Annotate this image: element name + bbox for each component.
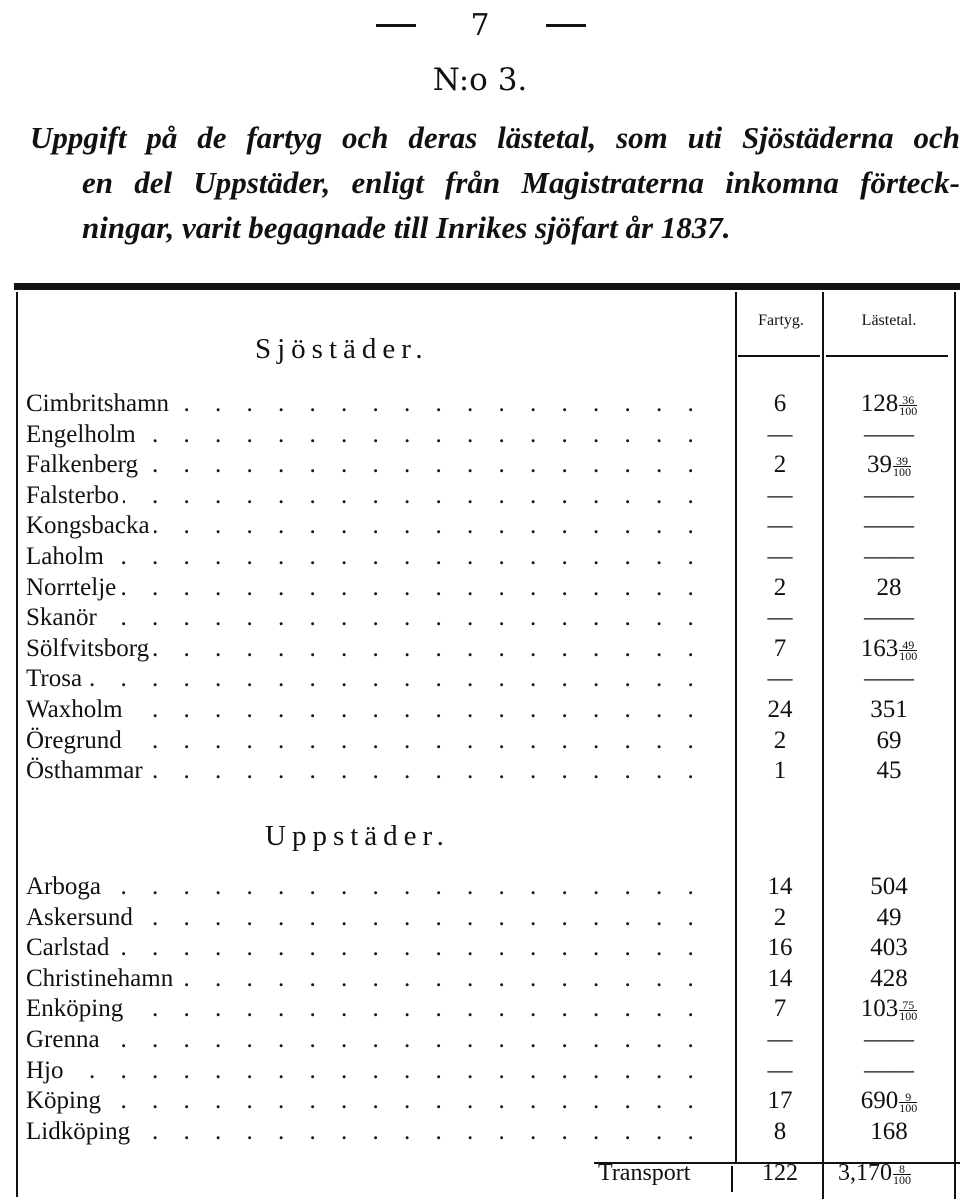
transport-lastetal-value: 3,170 xyxy=(838,1160,892,1186)
table-top-rule xyxy=(14,283,960,290)
fartyg-count: 6 xyxy=(773,390,787,417)
table-row xyxy=(0,904,960,935)
town-name: Arboga xyxy=(26,873,105,901)
fartyg-count: 7 xyxy=(773,995,787,1023)
fartyg-count: 2 xyxy=(773,903,787,931)
leader-dots xyxy=(26,873,720,901)
table-row xyxy=(0,635,960,666)
town-name: Falsterbo xyxy=(26,482,123,510)
lastetal-value xyxy=(826,757,952,785)
transport-fartyg: 122 xyxy=(762,1160,798,1186)
town-name: Askersund xyxy=(26,904,137,932)
lastetal-whole: —— xyxy=(864,1056,914,1084)
fartyg-count: 1 xyxy=(773,757,787,785)
transport-frac-den: 100 xyxy=(893,1173,911,1187)
town-name: Kongsbacka xyxy=(26,512,154,540)
fartyg-count: 17 xyxy=(767,1087,793,1115)
title-line-1: Uppgift på de fartyg och deras lästetal, som uti Sjöstäderna och xyxy=(30,120,960,155)
lastetal-whole: —— xyxy=(864,1026,914,1053)
town-name: Enköping xyxy=(26,995,127,1023)
table-row xyxy=(0,873,960,904)
town-name: Norrtelje xyxy=(26,574,120,602)
town-name: Christinehamn xyxy=(26,965,177,993)
lastetal-whole: 45 xyxy=(876,757,902,785)
lastetal-whole: —— xyxy=(864,665,914,693)
fartyg-count: — xyxy=(767,481,793,509)
town-name: Hjo xyxy=(26,1057,68,1085)
lastetal-whole: 690 xyxy=(860,1087,899,1115)
table-row xyxy=(0,1026,960,1057)
lastetal-value xyxy=(826,543,952,571)
lastetal-whole: —— xyxy=(864,543,914,570)
table-row xyxy=(0,421,960,452)
leader-dots xyxy=(26,934,720,962)
town-name: Östhammar xyxy=(26,757,147,785)
lastetal-value xyxy=(826,1087,952,1115)
fartyg-count: — xyxy=(767,1026,793,1053)
table-row xyxy=(0,543,960,574)
section-heading-sjostader: Sjöstäder. xyxy=(255,333,429,365)
town-name: Sölfvitsborg xyxy=(26,635,153,663)
lastetal-whole: —— xyxy=(864,512,914,540)
lastetal-whole: —— xyxy=(864,604,914,632)
lastetal-value xyxy=(826,965,952,993)
lastetal-value xyxy=(826,421,952,449)
lastetal-value xyxy=(826,995,952,1023)
town-name: Trosa xyxy=(26,665,86,693)
table-row xyxy=(0,574,960,605)
leader-dots xyxy=(26,1057,720,1085)
leader-dots xyxy=(26,995,720,1023)
lastetal-whole: 28 xyxy=(876,573,902,601)
page-number: 7 xyxy=(470,8,490,43)
table-row xyxy=(0,934,960,965)
leader-dots xyxy=(26,1026,720,1054)
town-name: Laholm xyxy=(26,543,108,571)
table-row xyxy=(0,727,960,758)
fartyg-count: 2 xyxy=(773,726,787,754)
lastetal-value xyxy=(826,873,952,901)
lastetal-whole: 351 xyxy=(870,696,908,723)
lastetal-whole: —— xyxy=(864,481,914,509)
lastetal-value xyxy=(826,1118,952,1146)
table-row xyxy=(0,696,960,727)
column-header-fartyg: Fartyg. xyxy=(758,312,804,329)
column-header-lastetal: Lästetal. xyxy=(861,312,917,329)
lastetal-fraction xyxy=(899,395,917,416)
section-heading-uppstader: Uppstäder. xyxy=(265,820,450,852)
leader-dots xyxy=(26,543,720,571)
town-name: Cimbritshamn xyxy=(26,390,173,418)
lastetal-whole: 504 xyxy=(870,873,908,900)
town-name: Skanör xyxy=(26,604,101,632)
lastetal-value xyxy=(826,482,952,510)
fartyg-count: — xyxy=(767,665,793,693)
fartyg-count: — xyxy=(767,604,793,632)
town-name: Öregrund xyxy=(26,727,126,755)
table-row xyxy=(0,665,960,696)
fraction-numerator: 9 xyxy=(905,1090,912,1105)
title-line-3: ningar, varit begagnade till Inrikes sjöfart år 1837. xyxy=(82,210,731,245)
lastetal-value xyxy=(826,696,952,724)
lastetal-whole: 103 xyxy=(860,995,899,1023)
table-row xyxy=(0,604,960,635)
fartyg-count: 16 xyxy=(767,934,793,962)
town-name: Lidköping xyxy=(26,1118,134,1146)
lastetal-whole: —— xyxy=(864,420,914,448)
fraction-numerator: 49 xyxy=(902,637,915,652)
transport-label: Transport xyxy=(598,1160,691,1186)
lastetal-whole: 128 xyxy=(860,390,899,417)
document-title xyxy=(30,115,960,250)
lastetal-value xyxy=(826,574,952,602)
leader-dots xyxy=(26,1087,720,1115)
fartyg-count: 8 xyxy=(773,1117,787,1145)
transport-frac-num: 8 xyxy=(899,1162,905,1176)
table-row xyxy=(0,1118,960,1149)
town-name: Carlstad xyxy=(26,934,113,962)
leader-dots xyxy=(26,574,720,602)
header-underline-lastetal xyxy=(826,355,948,357)
fartyg-count: 14 xyxy=(767,873,793,900)
table-row xyxy=(0,451,960,482)
lastetal-whole: 49 xyxy=(876,903,902,931)
lastetal-value xyxy=(826,604,952,632)
lastetal-value xyxy=(826,451,952,479)
fraction-denominator: 100 xyxy=(899,1101,918,1116)
header-underline-fartyg xyxy=(738,355,820,357)
transport-separator xyxy=(731,1166,733,1192)
lastetal-value xyxy=(826,665,952,693)
leader-dots xyxy=(26,482,720,510)
lastetal-value xyxy=(826,904,952,932)
header-dash-left xyxy=(376,24,416,27)
transport-row xyxy=(0,1160,960,1196)
table-row xyxy=(0,1087,960,1118)
table-row xyxy=(0,965,960,996)
lastetal-whole: 163 xyxy=(860,634,899,662)
table-row xyxy=(0,482,960,513)
town-name: Grenna xyxy=(26,1026,104,1054)
fraction-numerator: 39 xyxy=(896,454,908,469)
lastetal-whole: 69 xyxy=(876,726,902,754)
table-row xyxy=(0,512,960,543)
lastetal-value xyxy=(826,727,952,755)
lastetal-value xyxy=(826,934,952,962)
fartyg-count: 24 xyxy=(767,696,793,723)
transport-lastetal xyxy=(838,1160,958,1187)
fraction-denominator: 100 xyxy=(893,465,911,480)
fraction-numerator: 75 xyxy=(902,998,915,1013)
fartyg-count: 2 xyxy=(773,451,787,479)
lastetal-whole: 39 xyxy=(867,451,892,479)
table-row xyxy=(0,757,960,788)
transport-fraction xyxy=(893,1164,911,1185)
town-name: Falkenberg xyxy=(26,451,142,479)
title-line-2: en del Uppstäder, enligt från Magistraterna inkomna förteck- xyxy=(82,165,960,200)
town-name: Waxholm xyxy=(26,696,127,724)
lastetal-value xyxy=(826,390,952,418)
lastetal-whole: 168 xyxy=(870,1117,908,1145)
lastetal-value xyxy=(826,635,952,663)
town-name: Köping xyxy=(26,1087,105,1115)
leader-dots xyxy=(26,665,720,693)
fartyg-count: 7 xyxy=(773,634,787,662)
lastetal-fraction xyxy=(899,998,918,1024)
leader-dots xyxy=(26,727,720,755)
lastetal-value xyxy=(826,1026,952,1054)
fraction-denominator: 100 xyxy=(899,404,918,418)
leader-dots xyxy=(26,696,720,724)
town-name: Engelholm xyxy=(26,421,140,449)
lastetal-whole: 428 xyxy=(870,964,908,992)
lastetal-value xyxy=(826,1057,952,1085)
fartyg-count: — xyxy=(767,420,793,448)
fraction-denominator: 100 xyxy=(899,1009,918,1024)
fartyg-count: 2 xyxy=(773,573,787,601)
fartyg-count: — xyxy=(767,512,793,540)
fraction-numerator: 36 xyxy=(902,393,915,407)
fartyg-count: — xyxy=(767,1056,793,1084)
fraction-denominator: 100 xyxy=(899,648,918,663)
fartyg-count: 14 xyxy=(767,964,793,992)
document-number: N:o 3. xyxy=(432,62,528,98)
table-row xyxy=(0,390,960,421)
lastetal-fraction xyxy=(893,454,911,480)
page-header xyxy=(0,8,960,43)
header-dash-right xyxy=(546,24,586,27)
lastetal-fraction xyxy=(899,637,918,663)
lastetal-fraction xyxy=(899,1090,918,1116)
lastetal-whole: 403 xyxy=(870,934,908,962)
fartyg-count: — xyxy=(767,543,793,570)
table-row xyxy=(0,1057,960,1088)
lastetal-value xyxy=(826,512,952,540)
table-row xyxy=(0,995,960,1026)
leader-dots xyxy=(26,604,720,632)
